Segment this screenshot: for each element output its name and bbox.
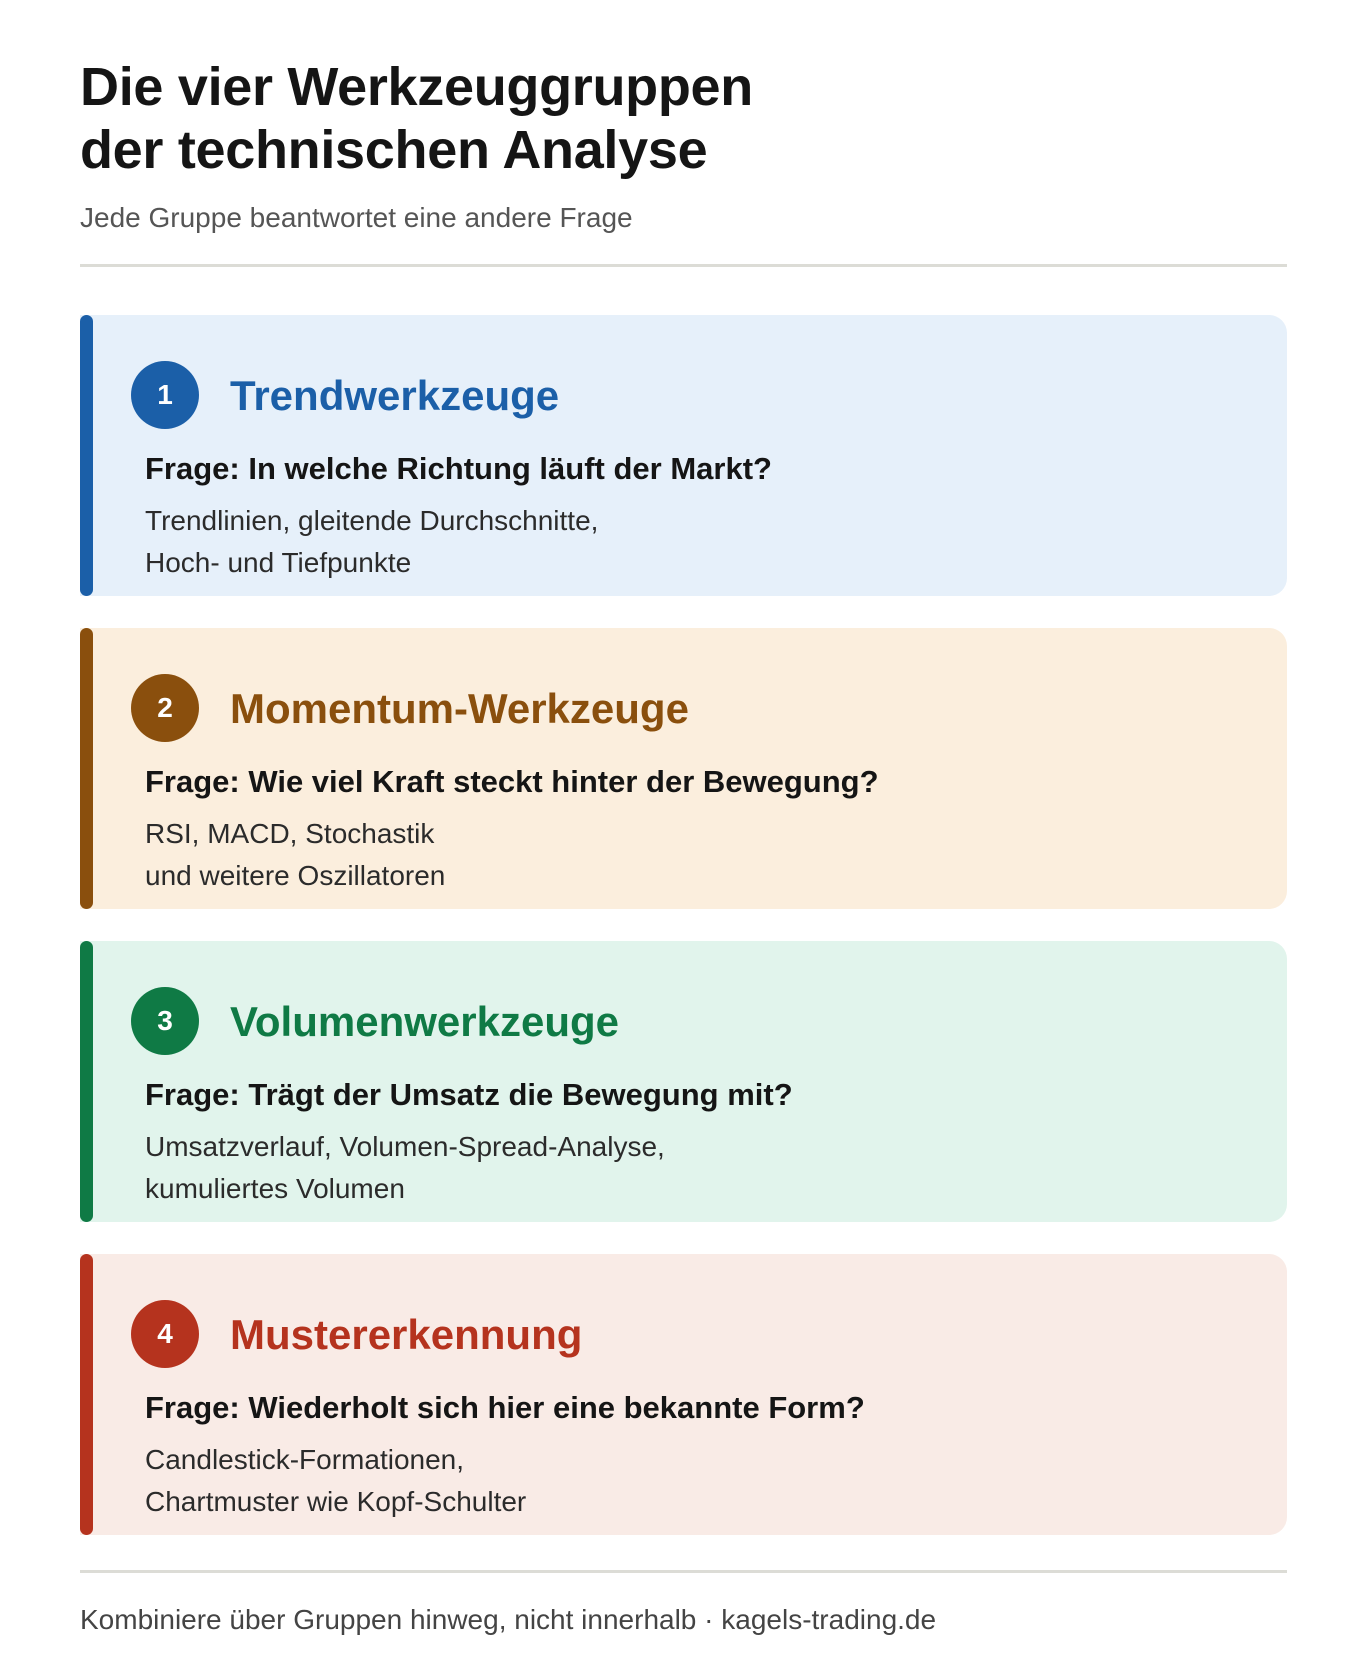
group-title: Volumenwerkzeuge [230, 998, 619, 1045]
number-badge: 2 [131, 674, 199, 742]
accent-bar [80, 1254, 93, 1535]
title-line-1: Die vier Werkzeuggruppen [80, 57, 753, 117]
group-tools [145, 1126, 665, 1210]
group-question: Frage: In welche Richtung läuft der Markt? [145, 451, 772, 486]
group-card-volume [80, 941, 1287, 1222]
footer-note: Kombiniere über Gruppen hinweg, nicht innerhalb · kagels-trading.de [80, 1604, 937, 1635]
number-badge: 4 [131, 1300, 199, 1368]
group-card-trend [80, 315, 1287, 596]
group-title: Momentum-Werkzeuge [230, 685, 689, 732]
group-card-momentum [80, 628, 1287, 909]
number-badge: 1 [131, 361, 199, 429]
group-title: Mustererkennung [230, 1311, 583, 1358]
group-tools [145, 813, 445, 897]
group-question: Frage: Trägt der Umsatz die Bewegung mit? [145, 1077, 793, 1112]
tools-line-2: Hoch- und Tiefpunkte [145, 547, 412, 578]
tools-line-1: Trendlinien, gleitende Durchschnitte, [145, 505, 599, 536]
title-line-2: der technischen Analyse [80, 120, 708, 180]
tools-line-1: RSI, MACD, Stochastik [145, 818, 435, 849]
accent-bar [80, 315, 93, 596]
group-title: Trendwerkzeuge [230, 372, 560, 419]
accent-bar [80, 628, 93, 909]
tools-line-2: Chartmuster wie Kopf-Schulter [145, 1486, 527, 1517]
tools-line-1: Umsatzverlauf, Volumen-Spread-Analyse, [145, 1131, 665, 1162]
number-badge: 3 [131, 987, 199, 1055]
group-tools [145, 1439, 526, 1523]
group-tools [145, 500, 598, 584]
footer-divider [80, 1570, 1287, 1573]
group-question: Frage: Wiederholt sich hier eine bekannte Form? [145, 1390, 865, 1425]
group-question: Frage: Wie viel Kraft steckt hinter der Bewegung? [145, 764, 879, 799]
tools-line-2: kumuliertes Volumen [145, 1173, 405, 1204]
tools-line-2: und weitere Oszillatoren [145, 860, 446, 891]
page-title [80, 56, 753, 182]
page-subtitle: Jede Gruppe beantwortet eine andere Frage [80, 202, 633, 233]
header-divider [80, 264, 1287, 267]
tools-line-1: Candlestick-Formationen, [145, 1444, 465, 1475]
accent-bar [80, 941, 93, 1222]
group-card-patterns [80, 1254, 1287, 1535]
